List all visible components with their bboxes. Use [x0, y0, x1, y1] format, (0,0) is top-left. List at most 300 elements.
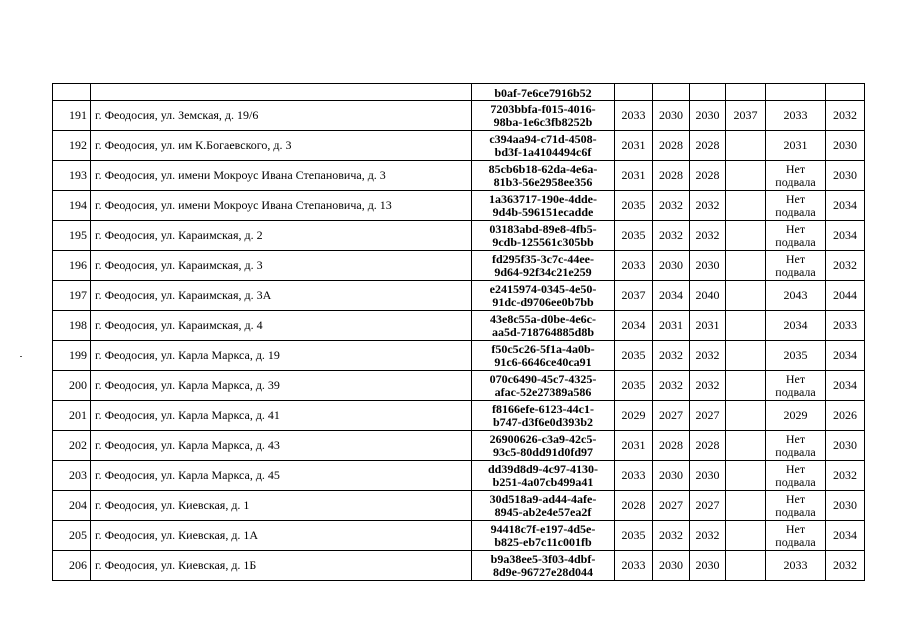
table-row-continuation: [53, 84, 865, 101]
cell-guid-text: f8166efe-6123-44c1-: [492, 401, 594, 416]
cell-year: [615, 341, 653, 371]
cell-year-text: 2032: [695, 528, 720, 542]
cell-guid-text: 9d64-92f34c21e259: [494, 264, 592, 279]
cell-address: [91, 161, 472, 191]
cell-year: [690, 84, 726, 101]
cell-number-text: 194: [69, 198, 87, 212]
cell-year-text: 2033: [621, 258, 646, 272]
cell-year: [615, 371, 653, 401]
cell-number-text: 200: [69, 378, 87, 392]
cell-address-text: г. Феодосия, ул. Киевская, д. 1А: [95, 528, 259, 542]
cell-number-text: 192: [69, 138, 87, 152]
cell-basement-text: подвала: [775, 384, 816, 399]
cell-year-text: 2034: [833, 348, 857, 362]
cell-basement-text: Нет: [785, 521, 806, 536]
cell-address-text: г. Феодосия, ул. Карла Маркса, д. 41: [95, 408, 280, 422]
table-row: [53, 431, 865, 461]
cell-year: [826, 461, 865, 491]
cell-basement-text: 2029: [783, 408, 808, 422]
cell-year: [615, 431, 653, 461]
cell-year: [615, 281, 653, 311]
cell-year-text: 2044: [833, 288, 857, 302]
cell-number: [53, 431, 91, 461]
cell-year: [690, 251, 726, 281]
cell-guid: [472, 491, 615, 521]
table-row: [53, 341, 865, 371]
cell-year-text: 2031: [621, 138, 646, 152]
cell-address: [91, 551, 472, 581]
cell-number: [53, 161, 91, 191]
cell-year: [690, 281, 726, 311]
cell-year: [826, 431, 865, 461]
cell-year-text: 2030: [659, 558, 683, 572]
cell-year-text: 2030: [659, 108, 683, 122]
cell-year: [653, 401, 690, 431]
cell-year: [690, 461, 726, 491]
cell-guid-text: 1a363717-190e-4dde-: [489, 191, 597, 206]
cell-guid-text: 8d9e-96727e28d044: [493, 564, 593, 579]
cell-guid-text: b747-d3f6e0d393b2: [492, 414, 593, 429]
cell-guid-text: c394aa94-c71d-4508-: [489, 131, 597, 146]
cell-year: [826, 341, 865, 371]
housing-register-table: [52, 83, 865, 581]
cell-year: [726, 461, 766, 491]
cell-year: [826, 551, 865, 581]
table-row: [53, 311, 865, 341]
cell-year-text: 2031: [621, 168, 646, 182]
cell-year: [690, 221, 726, 251]
cell-basement: [766, 161, 826, 191]
cell-guid-text: 94418c7f-e197-4d5e-: [490, 521, 596, 536]
cell-guid: [472, 341, 615, 371]
cell-guid-text: 43e8c55a-d0be-4e6c-: [490, 311, 596, 326]
cell-year-text: 2027: [695, 498, 720, 512]
cell-year-text: 2030: [833, 138, 857, 152]
cell-year-text: 2032: [659, 528, 683, 542]
cell-basement-text: 2033: [783, 108, 808, 122]
cell-year-text: 2034: [833, 198, 857, 212]
cell-year: [690, 431, 726, 461]
cell-address: [91, 311, 472, 341]
cell-year: [653, 341, 690, 371]
cell-basement: [766, 521, 826, 551]
cell-year-text: 2030: [659, 468, 683, 482]
cell-address-text: г. Феодосия, ул. Караимская, д. 4: [95, 318, 263, 332]
cell-year: [726, 281, 766, 311]
table-row: [53, 281, 865, 311]
cell-year: [615, 521, 653, 551]
table-row: [53, 131, 865, 161]
cell-year: [826, 161, 865, 191]
cell-basement-text: 2035: [783, 348, 808, 362]
cell-year: [826, 221, 865, 251]
cell-guid-text: 91dc-d9706ee0b7bb: [492, 294, 594, 309]
cell-year-text: 2032: [695, 378, 720, 392]
cell-year: [653, 101, 690, 131]
cell-basement-text: Нет: [785, 161, 806, 176]
cell-guid: b0af-7e6ce7916b52: [472, 84, 615, 101]
cell-year-text: 2033: [833, 318, 857, 332]
cell-address: [91, 84, 472, 101]
cell-year-text: 2030: [695, 558, 720, 572]
cell-number: [53, 401, 91, 431]
table-row: [53, 551, 865, 581]
cell-basement: [766, 311, 826, 341]
cell-number-text: 197: [69, 288, 87, 302]
cell-number: [53, 101, 91, 131]
cell-guid-text: b9a38ee5-3f03-4dbf-: [490, 551, 596, 566]
cell-basement: [766, 461, 826, 491]
cell-year: [826, 401, 865, 431]
cell-year-text: 2030: [695, 108, 720, 122]
cell-basement: [766, 251, 826, 281]
cell-year: [653, 311, 690, 341]
cell-year-text: 2028: [695, 138, 720, 152]
cell-guid: [472, 371, 615, 401]
cell-number-text: 196: [69, 258, 87, 272]
cell-year: [653, 431, 690, 461]
cell-year: [615, 551, 653, 581]
cell-number: [53, 371, 91, 401]
cell-basement: [766, 341, 826, 371]
cell-year: [826, 84, 865, 101]
cell-year-text: 2031: [621, 438, 646, 452]
cell-year-text: 2028: [659, 438, 683, 452]
table-row: [53, 521, 865, 551]
cell-year-text: 2032: [659, 198, 683, 212]
cell-basement: [766, 401, 826, 431]
cell-guid-text: 85cb6b18-62da-4e6a-: [488, 161, 598, 176]
cell-guid-text: 7203bbfa-f015-4016-: [490, 101, 596, 116]
cell-number: [53, 491, 91, 521]
table-row: [53, 371, 865, 401]
cell-year-text: 2034: [621, 318, 646, 332]
cell-year-text: 2032: [833, 108, 857, 122]
cell-address: [91, 221, 472, 251]
cell-guid-text: 9cdb-125561c305bb: [492, 234, 594, 249]
cell-number-text: 206: [69, 558, 87, 572]
cell-address-text: г. Феодосия, ул. Карла Маркса, д. 19: [95, 348, 280, 362]
cell-guid-text: 03183abd-89e8-4fb5-: [489, 221, 597, 236]
cell-year-text: 2032: [695, 198, 720, 212]
cell-basement-text: подвала: [775, 504, 816, 519]
cell-guid: [472, 251, 615, 281]
cell-year: [726, 491, 766, 521]
cell-year: [615, 311, 653, 341]
cell-year: [615, 251, 653, 281]
cell-guid: [472, 461, 615, 491]
cell-guid: [472, 101, 615, 131]
cell-year-text: 2032: [833, 558, 857, 572]
cell-guid-text: 070c6490-45c7-4325-: [489, 371, 597, 386]
cell-year: [726, 521, 766, 551]
cell-address-text: г. Феодосия, ул. Земская, д. 19/6: [95, 108, 259, 122]
cell-address-text: г. Феодосия, ул. Карла Маркса, д. 45: [95, 468, 280, 482]
cell-number: [53, 521, 91, 551]
cell-year: [690, 191, 726, 221]
cell-year-text: 2033: [621, 108, 646, 122]
cell-address-text: г. Феодосия, ул. Киевская, д. 1Б: [95, 558, 257, 572]
cell-address: [91, 251, 472, 281]
cell-year-text: 2035: [621, 198, 646, 212]
scan-speck: [20, 356, 22, 357]
cell-year: [726, 84, 766, 101]
cell-guid-text: 81b3-56e2958ee356: [493, 174, 593, 189]
cell-year: [653, 251, 690, 281]
cell-basement-text: 2034: [783, 318, 808, 332]
cell-year-text: 2035: [621, 228, 646, 242]
cell-year-text: 2032: [833, 258, 857, 272]
cell-basement-text: Нет: [785, 371, 806, 386]
cell-basement-text: подвала: [775, 474, 816, 489]
cell-address: [91, 521, 472, 551]
cell-address-text: г. Феодосия, ул. имени Мокроус Ивана Степановича, д. 13: [95, 198, 392, 212]
cell-basement: [766, 131, 826, 161]
cell-guid: [472, 551, 615, 581]
cell-address: [91, 341, 472, 371]
cell-basement: [766, 431, 826, 461]
cell-number: [53, 551, 91, 581]
cell-year-text: 2030: [659, 258, 683, 272]
cell-year: [726, 221, 766, 251]
table-row: [53, 461, 865, 491]
cell-guid-text: e2415974-0345-4e50-: [489, 281, 597, 296]
cell-guid-text: dd39d8d9-4c97-4130-: [487, 461, 598, 476]
cell-year: [653, 84, 690, 101]
cell-basement-text: Нет: [785, 221, 806, 236]
cell-year: [726, 191, 766, 221]
cell-year: [826, 521, 865, 551]
cell-year: [653, 461, 690, 491]
cell-year-text: 2028: [695, 438, 720, 452]
cell-guid: [472, 161, 615, 191]
cell-year-text: 2027: [659, 408, 683, 422]
cell-basement-text: подвала: [775, 174, 816, 189]
cell-guid-text: fd295f35-3c7c-44ee-: [492, 251, 594, 266]
cell-year: [690, 311, 726, 341]
cell-year: [615, 191, 653, 221]
cell-number-text: 198: [69, 318, 87, 332]
cell-basement-text: подвала: [775, 234, 816, 249]
cell-year: [726, 161, 766, 191]
cell-number: [53, 221, 91, 251]
cell-number-text: 199: [69, 348, 87, 362]
cell-year-text: 2031: [695, 318, 720, 332]
cell-year-text: 2034: [659, 288, 683, 302]
cell-year: [615, 221, 653, 251]
cell-year: [690, 131, 726, 161]
cell-year-text: 2032: [659, 228, 683, 242]
cell-year: [653, 191, 690, 221]
cell-year: [690, 161, 726, 191]
cell-year-text: 2033: [621, 468, 646, 482]
cell-year: [615, 461, 653, 491]
cell-basement-text: Нет: [785, 461, 806, 476]
cell-year-text: 2032: [833, 468, 857, 482]
cell-year-text: 2040: [695, 288, 720, 302]
cell-year-text: 2030: [695, 468, 720, 482]
cell-year: [653, 491, 690, 521]
cell-number: [53, 341, 91, 371]
cell-guid: [472, 221, 615, 251]
table-row: [53, 191, 865, 221]
cell-address-text: г. Феодосия, ул. Карла Маркса, д. 39: [95, 378, 280, 392]
cell-year: [726, 401, 766, 431]
cell-year: [726, 311, 766, 341]
cell-year-text: 2028: [695, 168, 720, 182]
cell-year: [826, 371, 865, 401]
cell-year: [615, 161, 653, 191]
cell-year: [653, 161, 690, 191]
cell-year-text: 2035: [621, 378, 646, 392]
cell-year: [653, 221, 690, 251]
cell-year-text: 2034: [833, 528, 857, 542]
cell-guid: [472, 401, 615, 431]
cell-address-text: г. Феодосия, ул. Караимская, д. 3А: [95, 288, 272, 302]
table-row: [53, 401, 865, 431]
cell-guid-text: afac-52e27389a586: [494, 384, 592, 399]
cell-year-text: 2035: [621, 348, 646, 362]
cell-year-text: 2028: [621, 498, 646, 512]
cell-number: [53, 281, 91, 311]
cell-year: [690, 341, 726, 371]
cell-basement-text: Нет: [785, 191, 806, 206]
cell-year-text: 2028: [659, 168, 683, 182]
cell-year: [726, 251, 766, 281]
cell-address-text: г. Феодосия, ул. имени Мокроус Ивана Степановича, д. 3: [95, 168, 386, 182]
cell-number-text: 191: [69, 108, 87, 122]
cell-year: [653, 371, 690, 401]
cell-year-text: 2037: [621, 288, 646, 302]
cell-year-text: 2027: [695, 408, 720, 422]
cell-address: [91, 101, 472, 131]
cell-year: [826, 131, 865, 161]
cell-year-text: 2030: [833, 498, 857, 512]
table-row: [53, 251, 865, 281]
cell-basement-text: подвала: [775, 204, 816, 219]
cell-number: [53, 131, 91, 161]
cell-year-text: 2030: [695, 258, 720, 272]
cell-number: [53, 311, 91, 341]
cell-year: [653, 551, 690, 581]
cell-year-text: 2032: [695, 348, 720, 362]
cell-address: [91, 281, 472, 311]
cell-year: [726, 131, 766, 161]
cell-number: [53, 461, 91, 491]
cell-year: [826, 491, 865, 521]
cell-number-text: 204: [69, 498, 87, 512]
cell-year: [615, 84, 653, 101]
cell-guid-text: f50c5c26-5f1a-4a0b-: [491, 341, 595, 356]
cell-year-text: 2034: [833, 228, 857, 242]
cell-year: [690, 371, 726, 401]
cell-address-text: г. Феодосия, ул. Караимская, д. 2: [95, 228, 263, 242]
cell-basement-text: 2033: [783, 558, 808, 572]
table-row: [53, 221, 865, 251]
cell-address: [91, 401, 472, 431]
cell-number-text: 202: [69, 438, 87, 452]
cell-basement: [766, 221, 826, 251]
cell-year: [653, 281, 690, 311]
cell-number-text: 195: [69, 228, 87, 242]
cell-address-text: г. Феодосия, ул. Караимская, д. 3: [95, 258, 263, 272]
cell-address: [91, 131, 472, 161]
cell-basement-text: подвала: [775, 444, 816, 459]
cell-guid-text: 8945-ab2e4e57ea2f: [494, 504, 592, 519]
cell-number-text: 193: [69, 168, 87, 182]
cell-guid: [472, 191, 615, 221]
cell-year-text: 2028: [659, 138, 683, 152]
cell-basement: [766, 551, 826, 581]
cell-year: [690, 491, 726, 521]
cell-year: [690, 101, 726, 131]
cell-address: [91, 491, 472, 521]
cell-year: [653, 521, 690, 551]
cell-guid: [472, 521, 615, 551]
cell-guid-text: 9d4b-596151ecadde: [492, 204, 594, 219]
cell-year: [726, 431, 766, 461]
table-body: [53, 84, 865, 581]
table-row: [53, 101, 865, 131]
cell-guid-text: 30d518a9-ad44-4afe-: [489, 491, 597, 506]
cell-guid-text: 93c5-80dd91d0fd97: [492, 444, 593, 459]
cell-year: [690, 521, 726, 551]
cell-year: [826, 101, 865, 131]
cell-year: [726, 371, 766, 401]
cell-year: [826, 311, 865, 341]
cell-address: [91, 431, 472, 461]
cell-basement-text: подвала: [775, 264, 816, 279]
cell-address-text: г. Феодосия, ул. им К.Богаевского, д. 3: [95, 138, 292, 152]
cell-guid-text: aa5d-718764885d8b: [491, 324, 595, 339]
cell-year-text: 2034: [833, 378, 857, 392]
cell-year: [826, 191, 865, 221]
cell-year-text: 2031: [659, 318, 683, 332]
cell-year-text: 2029: [621, 408, 646, 422]
cell-year: [826, 281, 865, 311]
cell-guid-text: b825-eb7c11c001fb: [494, 534, 592, 549]
cell-year: [826, 251, 865, 281]
cell-guid: [472, 431, 615, 461]
cell-year-text: 2030: [833, 438, 857, 452]
cell-year-text: 2027: [659, 498, 683, 512]
cell-number-text: 201: [69, 408, 87, 422]
cell-number: [53, 84, 91, 101]
cell-year: [766, 84, 826, 101]
cell-year-text: 2037: [733, 108, 758, 122]
table-row: [53, 491, 865, 521]
cell-number: [53, 191, 91, 221]
cell-year: [726, 551, 766, 581]
cell-basement: [766, 491, 826, 521]
cell-address: [91, 461, 472, 491]
cell-address: [91, 371, 472, 401]
cell-year-text: 2032: [659, 378, 683, 392]
cell-year: [615, 101, 653, 131]
cell-year: [615, 131, 653, 161]
cell-basement: [766, 281, 826, 311]
cell-number-text: 203: [69, 468, 87, 482]
cell-year: [726, 341, 766, 371]
cell-basement: [766, 191, 826, 221]
cell-basement-text: 2043: [783, 288, 808, 302]
cell-guid-text: bd3f-1a4104494c6f: [494, 144, 592, 159]
cell-guid: [472, 131, 615, 161]
cell-basement-text: подвала: [775, 534, 816, 549]
cell-year: [726, 101, 766, 131]
cell-address-text: г. Феодосия, ул. Карла Маркса, д. 43: [95, 438, 280, 452]
cell-year-text: 2035: [621, 528, 646, 542]
